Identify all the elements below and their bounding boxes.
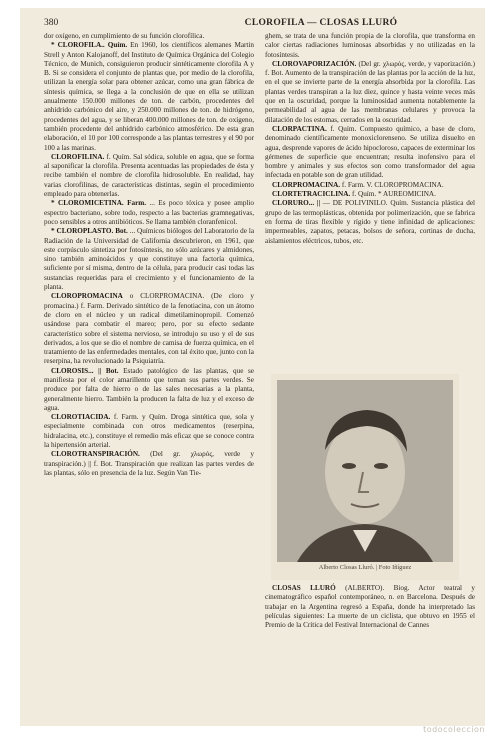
entry-term: CLORTETRACICLINA.	[272, 190, 351, 199]
right-column	[265, 32, 475, 246]
entry	[44, 32, 254, 41]
entry-term: CLORPACTINA.	[272, 124, 327, 133]
entry-body: f. Quím. Compuesto químico, a base de cloro, denominado científicamente monoxiclorenseno. Se utiliza disuelto en agua, desprende vapores de ácido hipocloroso, capaces de exterminar los gérmenes de superficie que encuentran; resulta inofensivo para el hombre y animales y sus efectos son como transformador del agua infectada en potable son de gran utilidad.	[265, 124, 475, 180]
entry-body: f. Farm. V. CLOROPROMACINA.	[341, 180, 444, 189]
entry	[44, 367, 254, 413]
entry-body: f. Quím. * AUREOMICINA.	[352, 190, 436, 199]
watermark: todocoleccion	[423, 725, 485, 734]
entry	[265, 199, 475, 245]
portrait-image	[277, 380, 453, 562]
entry-term: CLOROPROMACINA	[51, 292, 123, 301]
entry	[44, 450, 254, 478]
entry-term: CLOROVAPORIZACIÓN.	[272, 59, 357, 68]
entry-body: Estado patológico de las plantas, que se manifiesta por el color amarillento que toman sus partes verdes. Se produce por falta de hierro o de las sales necesarias a la planta, generalmente hierro. También la producen la falta de luz y el exceso de agua.	[44, 366, 254, 412]
page-number: 380	[44, 18, 59, 28]
entry-body: f. Quím. Sal sódica, soluble en agua, que se forma al saponificar la clorofila. Presenta acentuadas las propiedades de ésta y recibe también el nombre de clorofila hidrosoluble. En realidad, hay varias clorofilinas, de características distintas, según el procedimiento empleado para obtenerlas.	[44, 152, 255, 199]
entry-body: dor oxígeno, en cumplimiento de su función clorofílica.	[44, 32, 205, 40]
page-header	[44, 18, 478, 32]
entry-term: CLOSAS LLURÓ	[272, 584, 336, 592]
entry-body: (Del gr. χλωρός, verde y transpiración.) || f. Bot. Transpiración que realizan las partes verdes de las plantas, sólo en presencia de la luz. Según Van Tie-	[44, 450, 255, 477]
right-column-bottom	[265, 584, 475, 630]
entry-term: CLORPROMACINA.	[272, 180, 341, 189]
encyclopedia-page	[20, 8, 485, 726]
entry-term: CLOROSIS... || Bot.	[51, 366, 119, 375]
entry-body: (Del gr. χλωρός, verde, y vaporización.) f. Bot. Aumento de la transpiración de las plantas por la acción de la luz, en el que se invierte parte de la energía absorbida por la clorofila. Las plantas verdes transpiran a la luz diez, quince y hasta veinte veces más que en la oscuridad, porque la luminosidad aumenta notablemente la permeabilidad al agua de las membranas celulares y provoca la dilatación de los estomas, cerrados en la oscuridad.	[265, 59, 476, 124]
entry-term: CLOROTIACIDA.	[51, 413, 111, 422]
entry	[265, 32, 475, 60]
entry	[265, 181, 475, 190]
entry	[44, 413, 254, 450]
entry-body: f. Farm. y Quím. Droga sintética que, sola y especialmente combinada con otros medicamentos (reserpina, hidralacina, etc.), constituye el remedio más eficaz que se conoce contra la hipertensión arterial.	[44, 413, 254, 450]
photo-caption: Alberto Closas Lluró. | Foto Iñíguez	[318, 564, 412, 571]
entry	[265, 60, 475, 125]
entry-term: * CLOROMICETINA. Farm.	[51, 199, 147, 208]
entry	[44, 153, 254, 199]
entry-term: * CLOROPLASTO. Bot.	[51, 227, 128, 236]
entry-term: CLORURO... ||	[272, 199, 321, 208]
entry-body: (ALBERTO). Biog. Actor teatral y cinematográfico español contemporáneo, n. en Barcelona. Después de trabajar en la Argentina regresó a España, donde ha interpretado las películas siguientes: La muerte de un ciclista, que obtuvo en 1955 el Premio de la Crítica del Festival Internacional de Cannes	[265, 584, 476, 630]
entry	[44, 227, 254, 292]
entry-term: CLOROTRANSPIRACIÓN.	[51, 450, 140, 459]
entry-term: * CLOROFILA.. Quím.	[51, 41, 128, 50]
entry-body: — DE POLIVINILO. Quím. Sustancia plástica del grupo de las termoplásticas, obtenida por polimerización, que se fabrica en forma de tiras flexible y rígido y tiene infinidad de aplicaciones: impermeables, zapatos, petacas, bolsos de señora, cortinas de ducha, aislamientos eléctricos, tubos, etc.	[265, 199, 476, 245]
entry-body: ghem, se trata de una función propia de la clorofila, que transforma en calor ciertas radiaciones luminosas absorbidas y no utilizadas en la fotosíntesis.	[265, 32, 475, 59]
entry	[44, 41, 254, 153]
entry-body: ... Es poco tóxica y posee amplio espectro bacteriano, sobre todo, respecto a las bacterias gramnegativas, poco sensibles a otros antibióticos. Se llama también cloranfenicol.	[44, 199, 255, 226]
entry	[44, 292, 254, 366]
entry	[44, 199, 254, 227]
left-column	[44, 32, 254, 478]
entry-body: o CLORPROMACINA. (De cloro y promacina.) f. Farm. Derivado sintético de la fenotiacina, con un átomo de cloro en el núcleo y un radical dimetilaminopropil. Comenzó usándose para combatir el mareo; pero, por su efecto sedante característico sobre el sistema nervioso, se introdujo su uso y el de sus derivados, a los que se dio el nombre de camisa de fuerza química, en el tratamiento de las enfermedades mentales, con tal éxito que, junto con la reserpina, ha revolucionado la Psiquiatría.	[44, 292, 254, 366]
running-head: CLOROFILA — CLOSAS LLURÓ	[244, 18, 398, 28]
entry-body: ... Químicos biólogos del Laboratorio de la Radiación de la Universidad de California descubrieron, en 1961, que este corpúsculo sintetiza por fotosíntesis, no sólo azúcares y almidones, sino también aminoácidos y que constituye una factoría química, suficiente por sí misma, dentro de la célula, para producir casi todas las sustancias requeridas para el crecimiento y el funcionamiento de la planta.	[44, 227, 255, 292]
entry-body: En 1960, los científicos alemanes Martin Strell y Anton Kalojanoff, del Instituto de Química Orgánica del Colegio Técnico, de Munich, consiguieron producir sintéticamente clorofila A y B. Si se considera el conjunto de plantas que, por medio de la clorofila, utilizan la energía solar para obtener azúcar, como una gran fábrica de síntesis química, se llega a la conclusión de que en ella se utilizan anualmente 150.000 millones de ton. de carbón, procedentes del anhídrido carbónico del aire, y 250.000 millones de ton. de hidrógeno, procedentes del agua, y se liberan 400.000 millones de ton. de oxígeno, también procedente del anhídrido carbónico atmosférico. De esta gran elaboración, el 10 por 100 corresponde a las plantas terrestres y el 90 por 100 a las marinas.	[44, 41, 254, 152]
entry-term: CLOROFILINA.	[51, 152, 105, 161]
entry	[265, 125, 475, 181]
entry	[265, 584, 475, 630]
entry	[265, 190, 475, 199]
portrait-photo	[271, 374, 459, 580]
portrait-illustration	[277, 380, 453, 562]
